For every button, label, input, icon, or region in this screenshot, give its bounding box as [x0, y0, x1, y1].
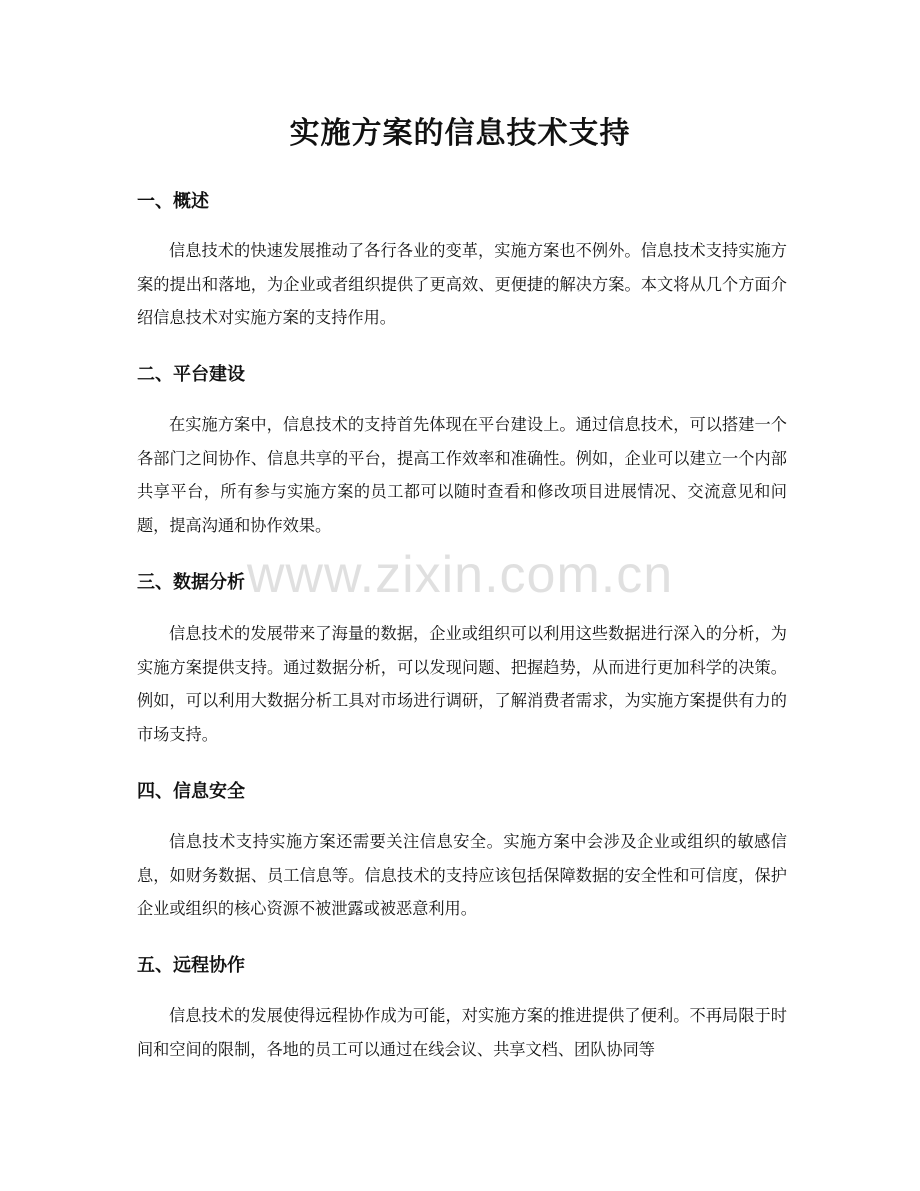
- section-paragraph-platform: 在实施方案中，信息技术的支持首先体现在平台建设上。通过信息技术，可以搭建一个各部门之间协作、信息共享的平台，提高工作效率和准确性。例如，企业可以建立一个内部共享平台，所有参与实施方案的员工都可以随时查看和修改项目进展情况、交流意见和问题，提高沟通和协作效果。: [137, 415, 787, 535]
- document-title: 实施方案的信息技术支持: [289, 116, 631, 151]
- section-paragraph-data-analysis: 信息技术的发展带来了海量的数据，企业或组织可以利用这些数据进行深入的分析，为实施方案提供支持。通过数据分析，可以发现问题、把握趋势，从而进行更加科学的决策。例如，可以利用大数据分析工具对市场进行调研，了解消费者需求，为实施方案提供有力的市场支持。: [137, 624, 787, 744]
- section-paragraph-remote-collab: 信息技术的发展使得远程协作成为可能，对实施方案的推进提供了便利。不再局限于时间和空间的限制，各地的员工可以通过在线会议、共享文档、团队协同等: [137, 1006, 787, 1059]
- section-paragraph-overview: 信息技术的快速发展推动了各行各业的变革，实施方案也不例外。信息技术支持实施方案的提出和落地，为企业或者组织提供了更高效、更便捷的解决方案。本文将从几个方面介绍信息技术对实施方案的支持作用。: [137, 241, 787, 327]
- section-heading-data-analysis: 三、数据分析: [137, 572, 245, 593]
- watermark: www.zixin.com.cn: [246, 546, 674, 604]
- section-heading-platform: 二、平台建设: [137, 364, 245, 385]
- section-heading-security: 四、信息安全: [137, 781, 245, 802]
- section-paragraph-security: 信息技术支持实施方案还需要关注信息安全。实施方案中会涉及企业或组织的敏感信息，如财务数据、员工信息等。信息技术的支持应该包括保障数据的安全性和可信度，保护企业或组织的核心资源不被泄露或被恶意利用。: [137, 832, 787, 918]
- section-heading-overview: 一、概述: [137, 191, 209, 212]
- section-heading-remote-collab: 五、远程协作: [137, 955, 245, 976]
